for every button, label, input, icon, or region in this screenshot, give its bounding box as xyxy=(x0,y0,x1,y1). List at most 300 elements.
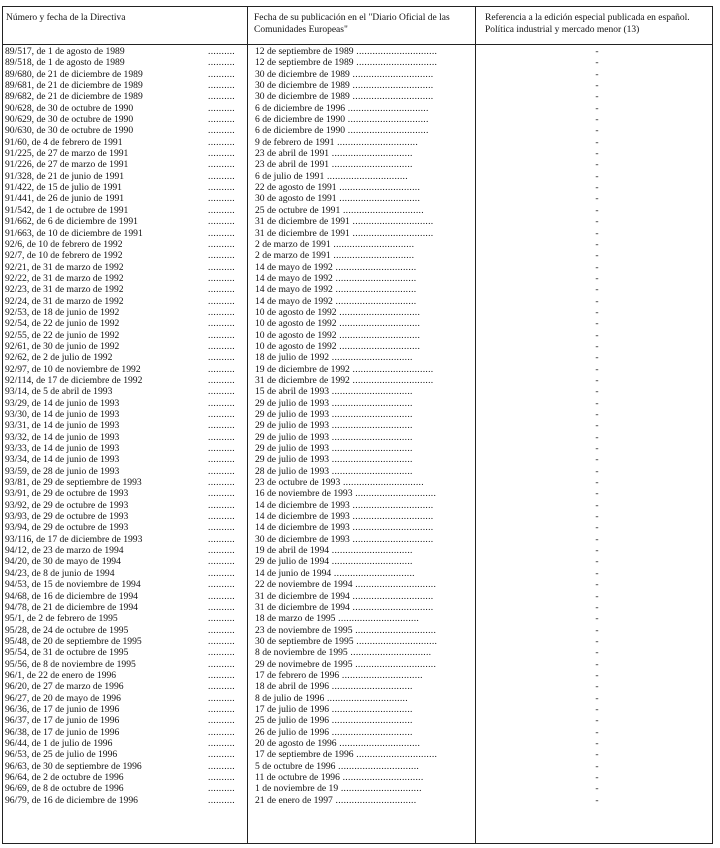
table-row xyxy=(0,296,720,307)
publication-cell xyxy=(255,783,471,794)
reference-cell: - xyxy=(595,715,599,727)
publication-cell xyxy=(255,454,471,465)
directive-text: 95/54, de 31 de octubre de 1995 xyxy=(5,647,129,659)
table-row xyxy=(0,262,720,273)
reference-cell: - xyxy=(595,91,599,103)
leader-dots: .......... xyxy=(208,363,235,375)
publication-text: 6 de julio de 1991 xyxy=(255,170,325,182)
directive-text: 92/97, de 10 de noviembre de 1992 xyxy=(5,363,141,375)
table-row xyxy=(0,670,720,681)
reference-cell: - xyxy=(595,318,599,330)
column-header-reference: Referencia a la edición especial publicada en español. Política industrial y mercado menor (13) xyxy=(485,13,690,35)
directive-text: 94/68, de 16 de diciembre de 1994 xyxy=(5,590,138,602)
publication-cell xyxy=(255,579,471,590)
table-row xyxy=(0,568,720,579)
directive-cell xyxy=(5,103,239,114)
reference-cell: - xyxy=(595,340,599,352)
leader-dots: .......... xyxy=(208,238,235,250)
directive-cell xyxy=(5,262,239,273)
publication-text: 10 de agosto de 1992 xyxy=(255,329,337,341)
reference-cell: - xyxy=(595,499,599,511)
leader-dots: .......... xyxy=(208,182,235,194)
leader-dots: .......... xyxy=(208,306,235,318)
leader-dots: .......... xyxy=(208,590,235,602)
publication-text: 15 de abril de 1993 xyxy=(255,386,330,398)
reference-cell: - xyxy=(595,726,599,738)
directive-cell xyxy=(5,738,239,749)
publication-text: 22 de noviembre de 1994 xyxy=(255,579,353,591)
table-row xyxy=(0,534,720,545)
directive-text: 93/116, de 17 de diciembre de 1993 xyxy=(5,533,143,545)
publication-cell xyxy=(255,693,471,704)
publication-cell xyxy=(255,613,471,624)
reference-cell: - xyxy=(595,284,599,296)
publication-cell xyxy=(255,511,471,522)
leader-dots: .............................. xyxy=(347,647,432,659)
leader-dots: .............................. xyxy=(329,556,413,568)
table-row xyxy=(0,171,720,182)
leader-dots: .......... xyxy=(208,635,235,647)
directive-cell xyxy=(5,193,239,204)
reference-cell: - xyxy=(595,397,599,409)
table-row xyxy=(0,783,720,794)
directive-cell xyxy=(5,613,239,624)
directive-cell xyxy=(5,522,239,533)
publication-text: 14 de mayo de 1992 xyxy=(255,261,333,273)
directive-cell xyxy=(5,148,239,159)
directive-text: 92/23, de 31 de marzo de 1992 xyxy=(5,284,124,296)
table-row xyxy=(0,738,720,749)
directive-text: 95/48, de 20 de septiembre de 1995 xyxy=(5,635,142,647)
publication-text: 30 de agosto de 1991 xyxy=(255,193,337,205)
reference-cell: - xyxy=(595,57,599,69)
table-row xyxy=(0,772,720,783)
publication-cell xyxy=(255,761,471,772)
reference-cell: - xyxy=(595,601,599,613)
publication-cell xyxy=(255,704,471,715)
table-row xyxy=(0,273,720,284)
directive-text: 92/61, de 30 de junio de 1992 xyxy=(5,340,120,352)
leader-dots: .............................. xyxy=(336,318,421,330)
leader-dots: .......... xyxy=(208,57,235,69)
reference-cell: - xyxy=(595,409,599,420)
publication-text: 1 de noviembre de 19 xyxy=(255,783,339,795)
leader-dots: .......... xyxy=(208,295,235,307)
directive-text: 96/69, de 8 de octubre de 1996 xyxy=(5,783,124,795)
publication-text: 29 de julio de 1993 xyxy=(255,409,330,420)
table-row xyxy=(0,341,720,352)
leader-dots: .............................. xyxy=(329,431,413,443)
leader-dots: .............................. xyxy=(340,204,424,216)
reference-cell: - xyxy=(595,533,599,545)
publication-cell xyxy=(255,296,471,307)
reference-cell: - xyxy=(595,420,599,432)
reference-cell: - xyxy=(595,363,599,375)
leader-dots: .......... xyxy=(208,352,235,364)
table-row xyxy=(0,636,720,647)
directive-cell xyxy=(5,591,239,602)
directive-text: 94/23, de 8 de junio de 1994 xyxy=(5,567,115,579)
publication-cell xyxy=(255,670,471,681)
leader-dots: .......... xyxy=(208,329,235,341)
publication-text: 29 de julio de 1993 xyxy=(255,420,330,432)
directive-cell xyxy=(5,57,239,68)
reference-cell: - xyxy=(595,193,599,205)
publication-cell xyxy=(255,659,471,670)
publication-text: 6 de diciembre de 1990 xyxy=(255,114,346,126)
reference-cell: - xyxy=(595,567,599,579)
publication-cell xyxy=(255,398,471,409)
directive-text: 92/24, de 31 de marzo de 1992 xyxy=(5,295,124,307)
table-row xyxy=(0,545,720,556)
leader-dots: .............................. xyxy=(329,397,413,409)
directive-cell xyxy=(5,364,239,375)
table-row xyxy=(0,57,720,68)
publication-text: 31 de diciembre de 1992 xyxy=(255,374,350,386)
directive-cell xyxy=(5,432,239,443)
publication-cell xyxy=(255,216,471,227)
directive-cell xyxy=(5,500,239,511)
leader-dots: .............................. xyxy=(329,681,413,693)
leader-dots: .............................. xyxy=(338,783,422,795)
directive-text: 93/81, de 29 de septiembre de 1993 xyxy=(5,477,142,489)
publication-text: 17 de febrero de 1996 xyxy=(255,669,340,681)
publication-text: 31 de diciembre de 1994 xyxy=(255,601,350,613)
directive-cell xyxy=(5,715,239,726)
publication-cell xyxy=(255,795,471,806)
publication-cell xyxy=(255,625,471,636)
directive-cell xyxy=(5,625,239,636)
table-row xyxy=(0,522,720,533)
table-row xyxy=(0,556,720,567)
publication-cell xyxy=(255,647,471,658)
column-header-publication: Fecha de su publicación en el "Diario Oficial de las Comunidades Europeas" xyxy=(254,13,450,35)
table-row xyxy=(0,693,720,704)
leader-dots: .............................. xyxy=(349,68,434,80)
directive-text: 91/328, de 21 de junio de 1991 xyxy=(5,170,125,182)
directive-text: 96/37, de 17 de junio de 1996 xyxy=(5,715,120,727)
directive-cell xyxy=(5,534,239,545)
leader-dots: .............................. xyxy=(349,216,434,228)
leader-dots: .......... xyxy=(208,159,235,171)
directive-cell xyxy=(5,318,239,329)
publication-cell xyxy=(255,602,471,613)
directive-text: 96/79, de 16 de diciembre de 1996 xyxy=(5,794,138,806)
publication-text: 29 de julio de 1993 xyxy=(255,454,330,466)
directive-text: 92/6, de 10 de febrero de 1992 xyxy=(5,238,123,250)
table-row xyxy=(0,704,720,715)
leader-dots: .............................. xyxy=(324,170,408,182)
publication-cell xyxy=(255,727,471,738)
reference-cell: - xyxy=(595,556,599,568)
leader-dots: .............................. xyxy=(349,522,434,534)
directive-cell xyxy=(5,375,239,386)
reference-cell: - xyxy=(595,443,599,455)
leader-dots: .............................. xyxy=(349,91,434,103)
reference-cell: - xyxy=(595,170,599,182)
publication-cell xyxy=(255,284,471,295)
leader-dots: .............................. xyxy=(329,715,413,727)
reference-cell: - xyxy=(595,624,599,636)
reference-cell: - xyxy=(595,204,599,216)
table-row xyxy=(0,511,720,522)
table-row xyxy=(0,103,720,114)
publication-text: 19 de abril de 1994 xyxy=(255,545,330,557)
publication-cell xyxy=(255,772,471,783)
table-row xyxy=(0,409,720,420)
directive-cell xyxy=(5,659,239,670)
table-row xyxy=(0,330,720,341)
publication-cell xyxy=(255,636,471,647)
leader-dots: .......... xyxy=(208,647,235,659)
leader-dots: .............................. xyxy=(335,613,420,625)
directive-cell xyxy=(5,783,239,794)
directive-cell xyxy=(5,681,239,692)
table-row xyxy=(0,352,720,363)
directive-text: 93/91, de 29 de octubre de 1993 xyxy=(5,488,129,500)
reference-cell: - xyxy=(595,386,599,398)
reference-cell: - xyxy=(595,760,599,772)
directive-cell xyxy=(5,228,239,239)
leader-dots: .............................. xyxy=(329,703,413,715)
directive-cell xyxy=(5,511,239,522)
publication-text: 29 de julio de 1994 xyxy=(255,556,330,568)
directive-cell xyxy=(5,636,239,647)
directive-text: 93/93, de 29 de octubre de 1993 xyxy=(5,511,129,523)
reference-cell: - xyxy=(595,136,599,148)
directive-text: 93/94, de 29 de octubre de 1993 xyxy=(5,522,129,534)
leader-dots: .............................. xyxy=(329,545,413,557)
directive-cell xyxy=(5,761,239,772)
leader-dots: .......... xyxy=(208,68,235,80)
publication-cell xyxy=(255,137,471,148)
leader-dots: .......... xyxy=(208,545,235,557)
reference-cell: - xyxy=(595,114,599,126)
directive-text: 89/682, de 21 de diciembre de 1989 xyxy=(5,91,143,103)
table-row xyxy=(0,602,720,613)
reference-cell: - xyxy=(595,477,599,489)
leader-dots: .......... xyxy=(208,114,235,126)
publication-cell xyxy=(255,352,471,363)
publication-text: 23 de noviembre de 1995 xyxy=(255,624,353,636)
directive-text: 96/1, de 22 de enero de 1996 xyxy=(5,669,117,681)
directive-text: 89/681, de 21 de diciembre de 1989 xyxy=(5,80,143,92)
leader-dots: .......... xyxy=(208,477,235,489)
reference-cell: - xyxy=(595,737,599,749)
table-row xyxy=(0,239,720,250)
directive-cell xyxy=(5,772,239,783)
reference-cell: - xyxy=(595,579,599,591)
table-row xyxy=(0,91,720,102)
publication-text: 23 de abril de 1991 xyxy=(255,159,330,171)
table-row xyxy=(0,250,720,261)
leader-dots: .......... xyxy=(208,533,235,545)
publication-text: 19 de diciembre de 1992 xyxy=(255,363,350,375)
leader-dots: .......... xyxy=(208,579,235,591)
leader-dots: .............................. xyxy=(336,329,421,341)
reference-cell: - xyxy=(595,772,599,783)
publication-cell xyxy=(255,262,471,273)
directive-cell xyxy=(5,182,239,193)
reference-cell: - xyxy=(595,590,599,602)
directive-cell xyxy=(5,273,239,284)
leader-dots: .......... xyxy=(208,669,235,681)
publication-text: 12 de septiembre de 1989 xyxy=(255,46,354,57)
directive-text: 91/441, de 26 de junio de 1991 xyxy=(5,193,125,205)
table-row xyxy=(0,591,720,602)
leader-dots: .............................. xyxy=(329,409,413,420)
table-row xyxy=(0,488,720,499)
table-row xyxy=(0,386,720,397)
directive-text: 95/56, de 8 de noviembre de 1995 xyxy=(5,658,136,670)
publication-cell xyxy=(255,239,471,250)
leader-dots: .............................. xyxy=(329,159,413,171)
publication-text: 31 de diciembre de 1991 xyxy=(255,216,350,228)
publication-text: 29 de julio de 1993 xyxy=(255,431,330,443)
reference-cell: - xyxy=(595,431,599,443)
leader-dots: .......... xyxy=(208,431,235,443)
table-row xyxy=(0,466,720,477)
publication-text: 2 de marzo de 1991 xyxy=(255,250,331,262)
publication-text: 10 de agosto de 1992 xyxy=(255,340,337,352)
reference-cell: - xyxy=(595,635,599,647)
directive-cell xyxy=(5,466,239,477)
publication-cell xyxy=(255,443,471,454)
directive-text: 89/518, de 1 de agosto de 1989 xyxy=(5,57,125,69)
directive-cell xyxy=(5,171,239,182)
publication-cell xyxy=(255,80,471,91)
publication-text: 14 de mayo de 1992 xyxy=(255,272,333,284)
table-row xyxy=(0,364,720,375)
directive-cell xyxy=(5,80,239,91)
directive-cell xyxy=(5,330,239,341)
reference-cell: - xyxy=(595,454,599,466)
leader-dots: .............................. xyxy=(331,567,415,579)
leader-dots: .............................. xyxy=(336,340,421,352)
directive-cell xyxy=(5,693,239,704)
table-row xyxy=(0,205,720,216)
directive-cell xyxy=(5,205,239,216)
publication-cell xyxy=(255,318,471,329)
reference-cell: - xyxy=(595,522,599,534)
table-row xyxy=(0,182,720,193)
leader-dots: .............................. xyxy=(334,136,419,148)
leader-dots: .......... xyxy=(208,102,235,114)
leader-dots: .......... xyxy=(208,136,235,148)
leader-dots: .............................. xyxy=(349,601,434,613)
leader-dots: .............................. xyxy=(335,760,420,772)
leader-dots: .......... xyxy=(208,772,235,783)
reference-cell: - xyxy=(595,794,599,806)
directive-cell xyxy=(5,488,239,499)
leader-dots: .............................. xyxy=(329,352,413,364)
leader-dots: .......... xyxy=(208,443,235,455)
directive-text: 92/62, de 2 de julio de 1992 xyxy=(5,352,113,364)
publication-text: 17 de septiembre de 1996 xyxy=(255,749,354,761)
directive-cell xyxy=(5,545,239,556)
leader-dots: .............................. xyxy=(332,272,417,284)
publication-cell xyxy=(255,171,471,182)
directive-text: 93/92, de 29 de octubre de 1993 xyxy=(5,499,129,511)
publication-cell xyxy=(255,477,471,488)
publication-cell xyxy=(255,556,471,567)
reference-cell: - xyxy=(595,80,599,92)
leader-dots: .......... xyxy=(208,488,235,500)
publication-text: 16 de noviembre de 1993 xyxy=(255,488,353,500)
leader-dots: .............................. xyxy=(336,737,421,749)
leader-dots: .......... xyxy=(208,794,235,806)
directive-text: 91/662, de 6 de diciembre de 1991 xyxy=(5,216,138,228)
directive-cell xyxy=(5,420,239,431)
publication-cell xyxy=(255,273,471,284)
publication-text: 30 de diciembre de 1989 xyxy=(255,80,350,92)
leader-dots: .............................. xyxy=(324,692,408,704)
publication-text: 29 de julio de 1993 xyxy=(255,397,330,409)
table-row xyxy=(0,69,720,80)
leader-dots: .......... xyxy=(208,374,235,386)
leader-dots: .............................. xyxy=(349,374,434,386)
directive-text: 95/1, de 2 de febrero de 1995 xyxy=(5,613,118,625)
directive-cell xyxy=(5,250,239,261)
directive-cell xyxy=(5,795,239,806)
table-row xyxy=(0,318,720,329)
publication-cell xyxy=(255,103,471,114)
reference-cell: - xyxy=(595,511,599,523)
publication-cell xyxy=(255,114,471,125)
directive-text: 92/7, de 10 de febrero de 1992 xyxy=(5,250,123,262)
table-row xyxy=(0,216,720,227)
leader-dots: .......... xyxy=(208,397,235,409)
reference-cell: - xyxy=(595,272,599,284)
publication-text: 17 de julio de 1996 xyxy=(255,703,330,715)
leader-dots: .............................. xyxy=(349,499,434,511)
publication-cell xyxy=(255,205,471,216)
table-row xyxy=(0,613,720,624)
reference-cell: - xyxy=(595,613,599,625)
directive-text: 92/54, de 22 de junio de 1992 xyxy=(5,318,120,330)
directive-text: 96/63, de 30 de septiembre de 1996 xyxy=(5,760,142,772)
directive-text: 96/20, de 27 de marzo de 1996 xyxy=(5,681,124,693)
reference-cell: - xyxy=(595,545,599,557)
reference-cell: - xyxy=(595,669,599,681)
leader-dots: .......... xyxy=(208,511,235,523)
table-row xyxy=(0,284,720,295)
leader-dots: .............................. xyxy=(352,579,437,591)
publication-cell xyxy=(255,307,471,318)
directive-cell xyxy=(5,409,239,420)
reference-cell: - xyxy=(595,295,599,307)
directive-text: 91/226, de 27 de marzo de 1991 xyxy=(5,159,129,171)
table-row xyxy=(0,795,720,806)
directive-text: 96/38, de 17 de junio de 1996 xyxy=(5,726,120,738)
reference-cell: - xyxy=(595,68,599,80)
leader-dots: .......... xyxy=(208,340,235,352)
reference-cell: - xyxy=(595,703,599,715)
table-row xyxy=(0,125,720,136)
reference-cell: - xyxy=(595,261,599,273)
publication-cell xyxy=(255,330,471,341)
leader-dots: .......... xyxy=(208,250,235,262)
publication-text: 14 de diciembre de 1993 xyxy=(255,511,350,523)
leader-dots: .............................. xyxy=(329,386,413,398)
reference-cell: - xyxy=(595,374,599,386)
directive-cell xyxy=(5,296,239,307)
publication-text: 30 de septiembre de 1995 xyxy=(255,635,354,647)
publication-text: 31 de diciembre de 1991 xyxy=(255,227,350,239)
reference-cell: - xyxy=(595,488,599,500)
publication-cell xyxy=(255,715,471,726)
reference-cell: - xyxy=(595,46,599,57)
